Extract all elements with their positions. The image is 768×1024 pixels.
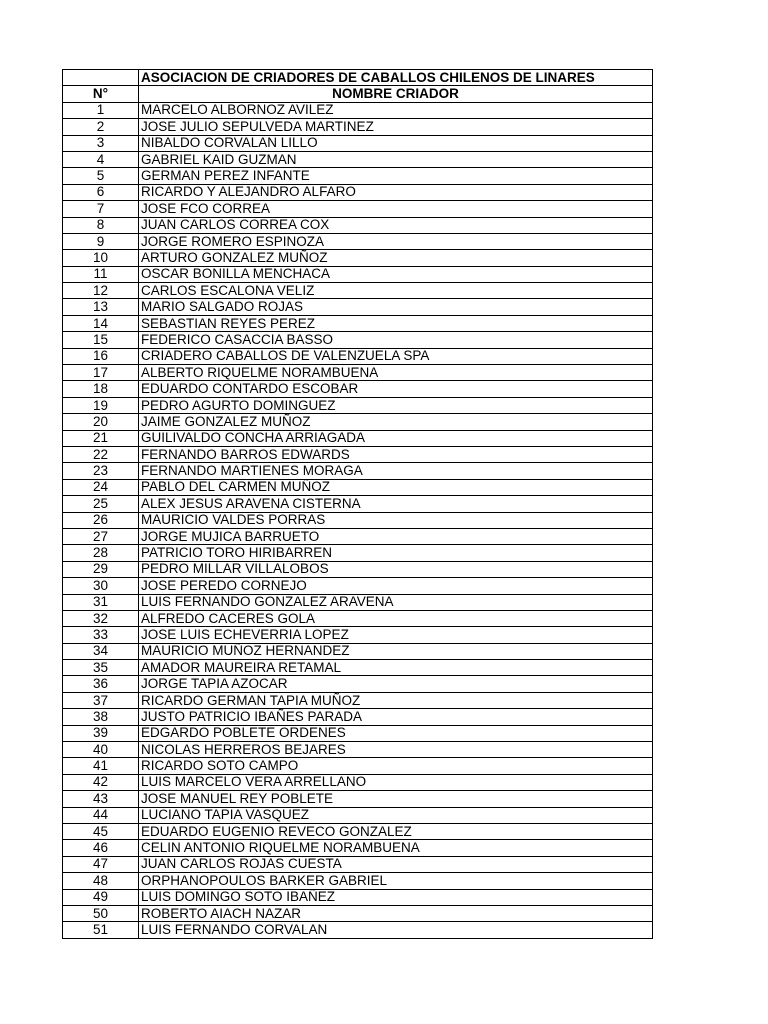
table-row (63, 151, 653, 167)
row-number: 15 (63, 332, 139, 348)
breeder-name: NIBALDO CORVALAN LILLO (139, 135, 653, 151)
row-number: 7 (63, 201, 139, 217)
breeder-name: MAURICIO MUÑOZ HERNANDEZ (139, 643, 653, 659)
row-number: 26 (63, 512, 139, 528)
row-number: 11 (63, 266, 139, 282)
breeder-name: JORGE ROMERO ESPINOZA (139, 233, 653, 249)
breeder-name: JORGE TAPIA AZOCAR (139, 676, 653, 692)
breeder-name: OSCAR BONILLA MENCHACA (139, 266, 653, 282)
row-number: 50 (63, 905, 139, 921)
row-number: 27 (63, 528, 139, 544)
table-row (63, 610, 653, 626)
row-number: 29 (63, 561, 139, 577)
row-number: 44 (63, 807, 139, 823)
table-row (63, 102, 653, 118)
row-number: 49 (63, 889, 139, 905)
row-number: 12 (63, 283, 139, 299)
row-number: 39 (63, 725, 139, 741)
breeder-name: LUIS MARCELO VERA ARRELLANO (139, 774, 653, 790)
breeder-name: MARCELO ALBORNOZ AVILEZ (139, 102, 653, 118)
row-number: 16 (63, 348, 139, 364)
row-number: 28 (63, 545, 139, 561)
breeder-name: RICARDO GERMAN TAPIA MUÑOZ (139, 692, 653, 708)
breeder-name: JORGE MUJICA BARRUETO (139, 528, 653, 544)
table-row (63, 840, 653, 856)
name-column-header: NOMBRE CRIADOR (139, 86, 653, 102)
breeder-name: ALEX JESUS ARAVENA CISTERNA (139, 496, 653, 512)
breeder-name: JOSE LUIS ECHEVERRIA LOPEZ (139, 627, 653, 643)
breeder-name: GERMAN PEREZ INFANTE (139, 168, 653, 184)
breeder-name: EDUARDO CONTARDO ESCOBAR (139, 381, 653, 397)
breeder-name: RICARDO SOTO CAMPO (139, 758, 653, 774)
row-number: 38 (63, 709, 139, 725)
table-row (63, 578, 653, 594)
table-row (63, 856, 653, 872)
breeder-name: LUCIANO TAPIA VASQUEZ (139, 807, 653, 823)
row-number: 13 (63, 299, 139, 315)
table-row (63, 283, 653, 299)
row-number: 24 (63, 479, 139, 495)
table-row (63, 496, 653, 512)
breeder-name: JOSE JULIO SEPULVEDA MARTINEZ (139, 119, 653, 135)
table-row (63, 365, 653, 381)
breeder-name: ALBERTO RIQUELME NORAMBUENA (139, 365, 653, 381)
breeder-name: SEBASTIAN REYES PEREZ (139, 315, 653, 331)
row-number: 32 (63, 610, 139, 626)
table-row (63, 627, 653, 643)
breeder-name: CELIN ANTONIO RIQUELME NORAMBUENA (139, 840, 653, 856)
breeder-name: JUAN CARLOS CORREA COX (139, 217, 653, 233)
breeder-name: FERNANDO MARTIENES MORAGA (139, 463, 653, 479)
row-number: 14 (63, 315, 139, 331)
breeder-name: LUIS FERNANDO CORVALAN (139, 922, 653, 938)
row-number: 47 (63, 856, 139, 872)
breeder-name: NICOLAS HERREROS BEJARES (139, 742, 653, 758)
row-number: 8 (63, 217, 139, 233)
table-row (63, 332, 653, 348)
breeder-name: EDGARDO POBLETE ORDENES (139, 725, 653, 741)
table-row (63, 414, 653, 430)
row-number: 36 (63, 676, 139, 692)
table-row (63, 709, 653, 725)
table-row (63, 774, 653, 790)
title-row (63, 70, 653, 86)
row-number: 35 (63, 660, 139, 676)
table-row (63, 660, 653, 676)
breeder-name: PEDRO MILLAR VILLALOBOS (139, 561, 653, 577)
document-title: ASOCIACION DE CRIADORES DE CABALLOS CHILENOS DE LINARES (139, 70, 653, 86)
breeder-name: JUSTO PATRICIO IBAÑES PARADA (139, 709, 653, 725)
table-row (63, 692, 653, 708)
breeder-name: JOSE MANUEL REY POBLETE (139, 791, 653, 807)
table-row (63, 299, 653, 315)
breeder-name: FEDERICO CASACCIA BASSO (139, 332, 653, 348)
breeder-name: CARLOS ESCALONA VELIZ (139, 283, 653, 299)
row-number: 17 (63, 365, 139, 381)
table-row (63, 184, 653, 200)
table-row (63, 348, 653, 364)
row-number: 25 (63, 496, 139, 512)
row-number: 41 (63, 758, 139, 774)
breeder-name: AMADOR MAUREIRA RETAMAL (139, 660, 653, 676)
row-number: 22 (63, 446, 139, 462)
row-number: 23 (63, 463, 139, 479)
table-row (63, 381, 653, 397)
header-row (63, 86, 653, 102)
table-row (63, 266, 653, 282)
number-column-header: N° (63, 86, 139, 102)
table-row (63, 201, 653, 217)
breeder-name: GUILIVALDO CONCHA ARRIAGADA (139, 430, 653, 446)
breeder-name: JUAN CARLOS ROJAS CUESTA (139, 856, 653, 872)
table-row (63, 545, 653, 561)
row-number: 48 (63, 873, 139, 889)
table-row (63, 791, 653, 807)
table-row (63, 561, 653, 577)
breeder-name: ARTURO GONZALEZ MUÑOZ (139, 250, 653, 266)
row-number: 46 (63, 840, 139, 856)
breeder-name: CRIADERO CABALLOS DE VALENZUELA SPA (139, 348, 653, 364)
row-number: 51 (63, 922, 139, 938)
table-row (63, 889, 653, 905)
table-row (63, 250, 653, 266)
row-number: 33 (63, 627, 139, 643)
table-row (63, 905, 653, 921)
table-row (63, 430, 653, 446)
breeder-name: RICARDO Y ALEJANDRO ALFARO (139, 184, 653, 200)
breeder-name: JOSE FCO CORREA (139, 201, 653, 217)
table-row (63, 807, 653, 823)
table-row (63, 725, 653, 741)
table-row (63, 479, 653, 495)
breeders-list (63, 102, 653, 938)
row-number: 30 (63, 578, 139, 594)
table-row (63, 643, 653, 659)
row-number: 37 (63, 692, 139, 708)
table-row (63, 676, 653, 692)
table-row (63, 315, 653, 331)
table-row (63, 594, 653, 610)
row-number: 43 (63, 791, 139, 807)
breeder-name: LUIS DOMINGO SOTO IBAÑEZ (139, 889, 653, 905)
table-row (63, 873, 653, 889)
row-number: 20 (63, 414, 139, 430)
table-row (63, 119, 653, 135)
breeder-name: MAURICIO VALDES PORRAS (139, 512, 653, 528)
table-row (63, 512, 653, 528)
breeder-name: PABLO DEL CARMEN MUÑOZ (139, 479, 653, 495)
table-row (63, 742, 653, 758)
breeder-name: JAIME GONZALEZ MUÑOZ (139, 414, 653, 430)
table-row (63, 446, 653, 462)
breeder-name: PATRICIO TORO HIRIBARREN (139, 545, 653, 561)
table-row (63, 168, 653, 184)
row-number: 18 (63, 381, 139, 397)
row-number: 3 (63, 135, 139, 151)
breeders-table (62, 69, 653, 939)
row-number: 21 (63, 430, 139, 446)
table-row (63, 922, 653, 938)
breeder-name: FERNANDO BARROS EDWARDS (139, 446, 653, 462)
table-row (63, 823, 653, 839)
table-row (63, 463, 653, 479)
breeder-name: JOSE PEREDO CORNEJO (139, 578, 653, 594)
breeder-name: ORPHANOPOULOS BARKER GABRIEL (139, 873, 653, 889)
row-number: 6 (63, 184, 139, 200)
row-number: 42 (63, 774, 139, 790)
breeder-name: GABRIEL KAID GUZMAN (139, 151, 653, 167)
table-row (63, 217, 653, 233)
breeders-sheet (62, 69, 652, 939)
breeder-name: PEDRO AGURTO DOMINGUEZ (139, 397, 653, 413)
table-row (63, 528, 653, 544)
title-empty-cell (63, 70, 139, 86)
row-number: 4 (63, 151, 139, 167)
breeder-name: LUIS FERNANDO GONZALEZ ARAVENA (139, 594, 653, 610)
row-number: 45 (63, 823, 139, 839)
breeder-name: MARIO SALGADO ROJAS (139, 299, 653, 315)
breeder-name: ALFREDO CACERES GOLA (139, 610, 653, 626)
row-number: 40 (63, 742, 139, 758)
row-number: 19 (63, 397, 139, 413)
row-number: 9 (63, 233, 139, 249)
table-row (63, 397, 653, 413)
row-number: 5 (63, 168, 139, 184)
row-number: 34 (63, 643, 139, 659)
row-number: 10 (63, 250, 139, 266)
table-row (63, 135, 653, 151)
breeder-name: EDUARDO EUGENIO REVECO GONZALEZ (139, 823, 653, 839)
table-row (63, 758, 653, 774)
row-number: 2 (63, 119, 139, 135)
row-number: 31 (63, 594, 139, 610)
table-row (63, 233, 653, 249)
row-number: 1 (63, 102, 139, 118)
breeder-name: ROBERTO AIACH NAZAR (139, 905, 653, 921)
